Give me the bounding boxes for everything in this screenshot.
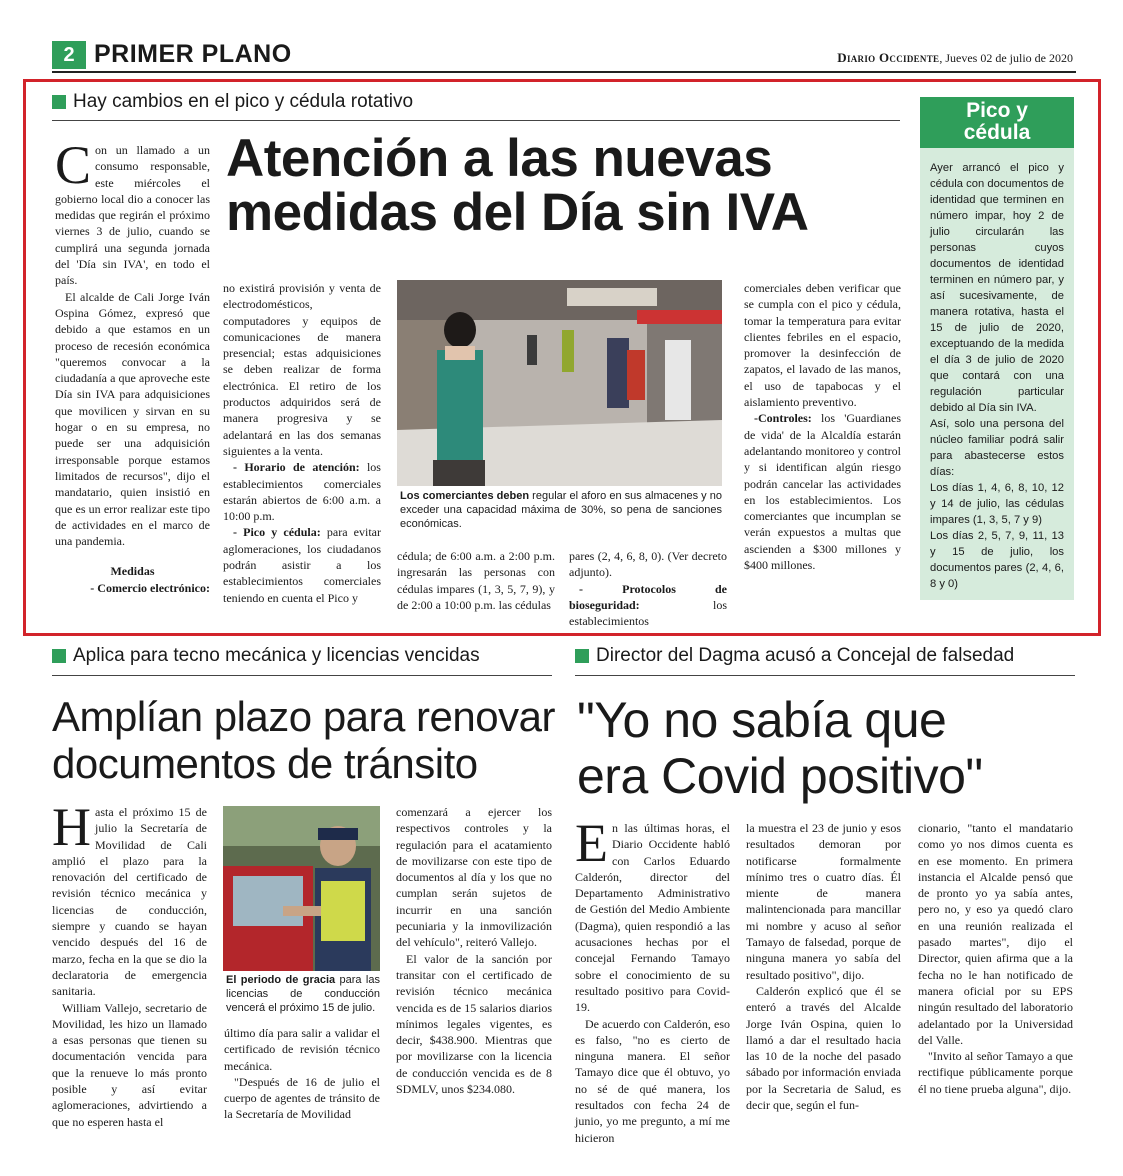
article1-col4-text: pares (2, 4, 6, 8, 0). (Ver decreto adjunto). (569, 549, 727, 580)
article1-column-5 (744, 280, 901, 614)
issue-date: , Jueves 02 de julio de 2020 (939, 51, 1073, 65)
article1-col2-p2-label: - Horario de atención: (233, 460, 360, 475)
article2-col2-p1: último día para salir a validar el certificado de revisión técnico mecánica. (224, 1026, 380, 1073)
article3-headline-line1: "Yo no sabía que (577, 692, 947, 748)
article1-subhead: Medidas (110, 564, 155, 579)
article3-col3-p2: "Invito al señor Tamayo a que rectifique públicamente porque él no tiene prueba alguna", dijo. (918, 1049, 1073, 1096)
article1-col1-p2: El alcalde de Cali Jorge Iván Ospina Gómez, expresó que debido a que estamos en un proceso de recesión económica "queremos convocar a la ciudadanía a que aproveche este Día sin IVA para adquisiciones que movilicen y sirvan en su hogar o en su empresa, no puede ser una adquisición irresponsable porque estamos limitados de recursos", dijo el mandatario, quien insistió en que es un error realizar este tipo de actividades en el marco de una pandemia. (55, 289, 210, 549)
article3-col1-p1: n las últimas horas, el Diario Occidente habló con Carlos Eduardo Calderón, director del Departamento Administrativo de Gestión del Medio Ambiente (Dagma), quien respondió a las acusaciones hechas por el concejal Fernando Tamayo sobre el conocimiento de su resultado positivo para Covid-19. (575, 821, 730, 1015)
article3-kicker-text: Director del Dagma acusó a Concejal de falsedad (596, 645, 1015, 666)
article1-kicker-text: Hay cambios en el pico y cédula rotativo (73, 91, 414, 112)
article2-photo (223, 806, 380, 971)
green-square-icon (575, 649, 589, 663)
article2-headline (52, 693, 562, 788)
sidebar-p1: Ayer arrancó el pico y cédula con documentos de identidad que terminen en número impar, hoy 2 de julio circularán las personas cuyos documentos de identidad terminen en número par, y así sucesivamente, de manera rotativa, hasta el 15 de julio de 2020, exceptuando de la medida el día 3 de julio de 2020 que contará con una regulación particular debido al Día sin IVA. (930, 162, 1064, 414)
sidebar-title (920, 97, 1074, 148)
article3-headline (577, 692, 1087, 804)
article1-headline-line2: medidas del Día sin IVA (226, 183, 809, 243)
article2-column-1 (52, 797, 207, 1134)
article1-col1-p1: on un llamado a un consumo responsable, este miércoles el gobierno local dio a conocer las medidas que regirán el próximo viernes 3 de julio, cuando se cumplirá una segunda jornada del 'Día sin IVA', en todo el país. (55, 143, 210, 288)
article2-kicker-rule (52, 675, 552, 676)
article2-headline-line1: Amplían plazo para renovar (52, 693, 555, 740)
traffic-agent-photo-icon (223, 806, 380, 971)
article2-col3-p2: El valor de la sanción por transitar con el certificado de revisión técnico mecánica vencida es de 15 salarios diarios mínimos legales vigentes, es decir, $438.900. Mientras que por movilizarse con la licencia de conducción vencida es de 8 SDMLV, unos $234.080. (396, 951, 552, 1097)
article2-caption-bold: El periodo de gracia (226, 974, 336, 986)
article2-photo-caption (226, 973, 380, 1015)
article2-col1-p2: William Vallejo, secretario de Movilidad, les hizo un llamado a esas personas que tienen su documentación vencida para que la renueve lo más pronto posible y así evitar aglomeraciones, advirtiendo a que no esperen hasta el (52, 1000, 207, 1129)
article1-kicker-rule (52, 120, 900, 121)
article1-dropcap: C (55, 135, 92, 195)
sidebar-p3: Los días 1, 4, 6, 8, 10, 12 y 14 de julio, las cédulas impares (1, 3, 5, 7 y 9) (930, 482, 1064, 526)
green-square-icon (52, 95, 66, 109)
article3-column-3 (918, 820, 1073, 1135)
article1-col5-p2: los 'Guardianes de vida' de la Alcaldía estarán adelantando monitoreo y control y si identifican algún riesgo podrán cancelar las actividades en los establecimientos. Los comerciantes que incumplan se verán expuestos a multas que ascienden a $300 millones y $400 millones. (744, 411, 901, 573)
article3-col1-p2: De acuerdo con Calderón, eso es falso, "no es cierto de ninguna manera. El señor Tamayo dice que él obtuvo, yo no sé de qué manera, los resultados con fecha 24 de junio, yo me pregunto, a mí me hicieron (575, 1016, 730, 1145)
article1-column-4 (569, 548, 727, 629)
article1-column-1 (55, 135, 210, 612)
article1-headline (226, 129, 906, 243)
article1-col5-p1: comerciales deben verificar que se cumpla con el pico y cédula, tomar la temperatura para evitar clientes febriles en el espacio, promover la desinfección de zapatos, el lavado de las manos, el uso de tapabocas y el aislamiento preventivo. (744, 281, 901, 410)
article3-kicker (575, 645, 1014, 667)
header-rule (52, 71, 1076, 73)
article3-headline-line2: era Covid positivo" (577, 748, 983, 804)
page-number: 2 (52, 41, 86, 69)
article1-column-2 (223, 280, 381, 612)
article3-col2-p1: la muestra el 23 de junio y esos resultados demoran por notificarse formalmente mínimo tres o cuatro días. Él miente de manera malintencionada para mancillar mi nombre y acuso al señor Tamayo de falsedad, porque de ninguna manera yo sabía del resultado positivo", dijo. (746, 821, 901, 982)
sidebar-p4: Los días 2, 5, 7, 9, 11, 13 y 15 de julio, los documentos pares (2, 4, 6, 8 y 0) (930, 530, 1064, 590)
article1-photo (397, 280, 722, 486)
article3-column-2 (746, 820, 901, 1135)
article1-col2-p3: para evitar aglomeraciones, los ciudadanos podrán asistir a los establecimientos comerciales teniendo en cuenta el Pico y (223, 525, 381, 605)
article1-col2-p2: los establecimientos comerciales estarán abiertos de 6:00 a.m. a 10:00 p.m. (223, 460, 381, 524)
sidebar-title-line2: cédula (963, 121, 1031, 144)
article3-kicker-rule (575, 675, 1075, 676)
sidebar-p2: Así, solo una persona del núcleo familiar podrá salir para abastecerse estos días: (930, 418, 1064, 478)
article3-col2-p2: Calderón explicó que él se enteró a través del Alcalde Jorge Iván Ospina, quien lo llamó a dar el resultado hacia las 10 de la noche del pasado sábado por información enviada por la Secretaria de Salud, es decir que, según el fun- (746, 983, 901, 1113)
article1-caption-text: regular el aforo en sus almacenes y no exceder una capacidad máxima de 30%, so pena de sanciones económicas. (400, 490, 722, 530)
article2-col3-p1: comenzará a ejercer los respectivos controles y la regulación para el acatamiento de movilizarse con este tipo de documentos al día y los que no cumplan serán sujetos de incurrir en una sanción pecuniaria y la inmovilización del vehículo", reiteró Vallejo. (396, 805, 552, 950)
sidebar-title-line1: Pico y (966, 99, 1028, 122)
article2-column-2 (224, 1025, 380, 1135)
article2-col1-p1: asta el próximo 15 de julio la Secretaría de Movilidad de Cali amplió el plazo para la renovación del certificado de revisión técnico mecánica y licencias de conducción, siempre y cuando se hayan vencido después del 16 de marzo, fecha en la que se dio la declaratoria de emergencia sanitaria. (52, 805, 207, 999)
article3-column-1 (575, 813, 730, 1145)
article3-dropcap: E (575, 813, 608, 873)
article1-col4-p2-label: - Protocolos de bioseguridad: (569, 581, 727, 612)
article1-col4-p2: los establecimientos (569, 597, 727, 629)
article1-col1-p3-label: - Comercio electrónico: (90, 580, 210, 595)
article1-col2-p3-label: - Pico y cédula: (233, 525, 321, 540)
article1-caption-bold: Los comerciantes deben (400, 490, 530, 502)
article2-dropcap: H (52, 797, 91, 857)
article2-kicker (52, 645, 480, 667)
article2-kicker-text: Aplica para tecno mecánica y licencias vencidas (73, 645, 480, 666)
article1-headline-line1: Atención a las nuevas (226, 129, 773, 188)
article1-column-3 (397, 548, 555, 614)
section-title: PRIMER PLANO (94, 40, 292, 68)
article2-col2-p2: "Después de 16 de julio el cuerpo de agentes de tránsito de la Secretaría de Movilidad (224, 1074, 380, 1122)
green-square-icon (52, 649, 66, 663)
article1-photo-caption (400, 489, 722, 531)
store-queue-photo-icon (397, 280, 722, 486)
article1-kicker (52, 91, 413, 113)
article1-col3-text: cédula; de 6:00 a.m. a 2:00 p.m. ingresarán las personas con cédulas impares (1, 3, 5, 7, 9), y de 2:00 a 10:00 p.m. las cédulas (397, 549, 555, 612)
sidebar-body (920, 148, 1074, 592)
article2-column-3 (396, 804, 552, 1134)
article2-caption-text: para las licencias de conducción vencerá el próximo 15 de julio. (226, 974, 380, 1014)
article3-col3-p1: cionario, "tanto el mandatario como yo nos dimos cuenta es en ese momento. En primera instancia el Alcalde pensó que de pronto yo ya sabía antes, pero no, y eso ya quedó claro en una reunión realizada el pasado martes", dijo el Director, quien afirma que a la fecha no le han notificado de manera oficial por su EPS ningún resultado del laboratorio adelantado por la Universidad del Valle. (918, 821, 1073, 1047)
pico-cedula-sidebar (920, 97, 1074, 600)
article1-col2-p1: no existirá provisión y venta de electrodomésticos, computadores y equipos de comunicaciones de manera presencial; estas adquisiciones se deben realizar de forma electrónica. El retiro de los productos adquiridos será de manera progresiva y se adelantará en las dos semanas siguientes a la venta. (223, 281, 381, 458)
article1-col5-p2-label: -Controles: (754, 411, 812, 426)
newspaper-name: Diario Occidente (837, 50, 940, 65)
masthead (837, 50, 1073, 66)
article2-headline-line2: documentos de tránsito (52, 740, 478, 788)
